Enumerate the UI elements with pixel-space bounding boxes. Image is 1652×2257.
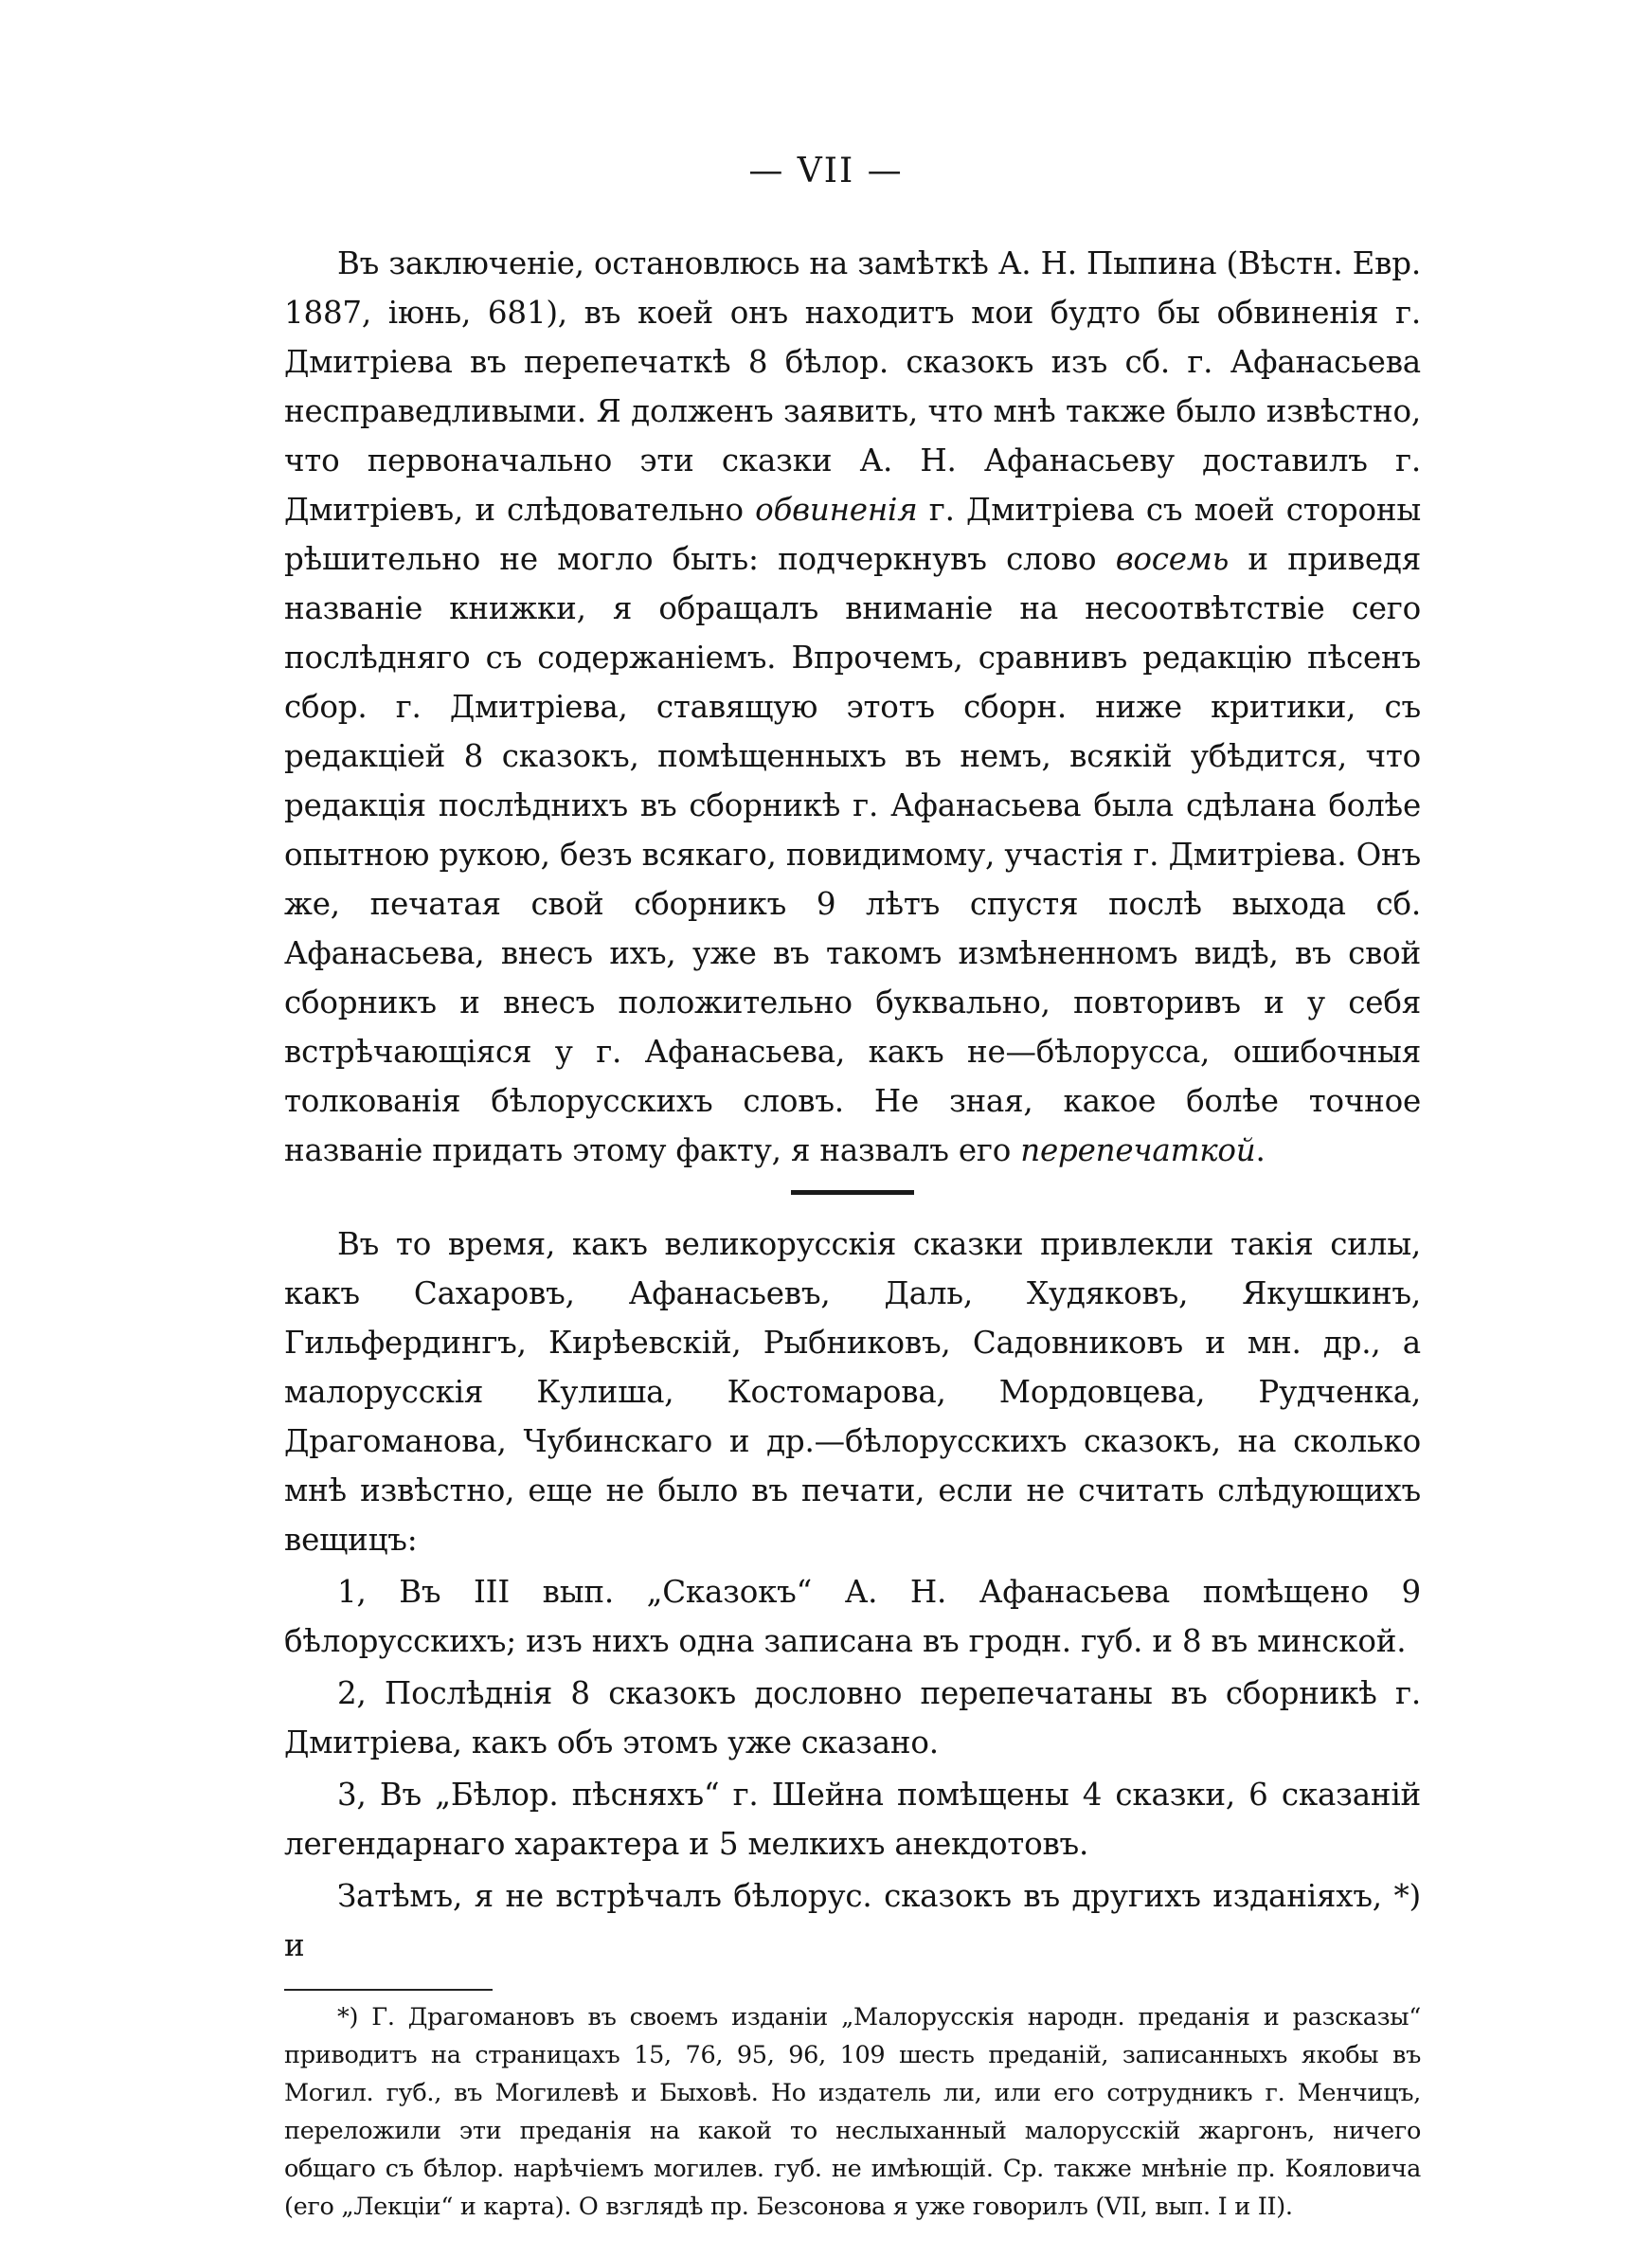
paragraph-1-text-c: и приведя названіе книжки, я обращалъ вниманіе на несоотвѣтствіе сего послѣдняго съ содержаніемъ. Впрочемъ, сравнивъ редакцію пѣсенъ сбор. г. Дмитріева, ставящую этотъ сборн. ниже критики, съ редакціей 8 сказокъ, помѣщенныхъ въ немъ, всякій убѣдится, что редакція послѣднихъ въ сборникѣ г. Афанасьева была сдѣлана болѣе опытною рукою, безъ всякаго, повидимому, участія г. Дмитріева. Онъ же, печатая свой сборникъ 9 лѣтъ спустя послѣ выхода сб. Афанасьева, внесъ ихъ, уже въ такомъ измѣненномъ видѣ, въ свой сборникъ и внесъ положительно буквально, повторивъ и у себя встрѣчающіяся у г. Афанасьева, какъ не—бѣлорусса, ошибочныя толкованія бѣлорусскихъ словъ. Не зная, какое болѣе точное названіе придать этому факту, я назвалъ его [284, 541, 1421, 1168]
footnote-rule [284, 1989, 493, 1991]
section-divider [791, 1190, 914, 1195]
paragraph-1-text-b: г. Дмитріева съ моей стороны рѣшительно не могло быть: подчеркнувъ слово [284, 492, 1421, 577]
paragraph-1-text-a: Въ заключеніе, остановлюсь на замѣткѣ А. Н. Пыпина (Вѣстн. Евр. 1887, іюнь, 681), въ коей онъ находитъ мои будто бы обвиненія г. Дмитріева въ перепечаткѣ 8 бѣлор. сказокъ изъ сб. г. Афанасьева несправедливыми. Я долженъ заявить, что мнѣ также было извѣстно, что первоначально эти сказки А. Н. Афанасьеву доставилъ г. Дмитріевъ, и слѣдовательно [284, 245, 1421, 528]
list-item-1: 1, Въ III вып. „Сказокъ“ А. Н. Афанасьева помѣщено 9 бѣлорусскихъ; изъ нихъ одна записана въ гродн. губ. и 8 въ минской. [284, 1574, 1421, 1659]
paragraph-3: Затѣмъ, я не встрѣчалъ бѣлорус. сказокъ въ другихъ изданіяхъ, *) и [284, 1878, 1421, 1963]
emphasis-perepechatkoy: перепечаткой [1020, 1132, 1256, 1168]
page-number: — VII — [748, 152, 904, 190]
list-item-3: 3, Въ „Бѣлор. пѣсняхъ“ г. Шейна помѣщены 4 сказки, 6 сказаній легендарнаго характера и 5 мелкихъ анекдотовъ. [284, 1777, 1421, 1862]
paragraph-1-text-d: . [1255, 1132, 1266, 1168]
footnote: *) Г. Драгомановъ въ своемъ изданіи „Малорусскія народн. преданія и разсказы“ приводитъ на страницахъ 15, 76, 95, 96, 109 шесть преданій, записанныхъ якобы въ Могил. губ., въ Могилевѣ и Быховѣ. Но издатель ли, или его сотрудникъ г. Менчицъ, переложили эти преданія на какой то неслыханный малорусскій жаргонъ, ничего общаго съ бѣлор. нарѣчіемъ могилев. губ. не имѣющій. Ср. также мнѣніе пр. Кояловича (его „Лекціи“ и карта). О взглядѣ пр. Безсонова я уже говорилъ (VII, вып. I и II). [284, 2003, 1421, 2221]
paragraph-1 [284, 239, 1421, 1175]
list-item-2: 2, Послѣднія 8 сказокъ дословно перепечатаны въ сборникѣ г. Дмитріева, какъ объ этомъ уже сказано. [284, 1675, 1421, 1760]
body-text [284, 239, 1421, 2226]
emphasis-vosem: восемь [1115, 541, 1230, 577]
emphasis-obvineniya: обвиненія [755, 492, 918, 528]
paragraph-2: Въ то время, какъ великорусскія сказки привлекли такія силы, какъ Сахаровъ, Афанасьевъ, Даль, Худяковъ, Якушкинъ, Гильфердингъ, Кирѣевскій, Рыбниковъ, Садовниковъ и мн. др., а малорусскія Кулиша, Костомарова, Мордовцева, Рудченка, Драгоманова, Чубинскаго и др.—бѣлорусскихъ сказокъ, на сколько мнѣ извѣстно, еще не было въ печати, если не считать слѣдующихъ вещицъ: [284, 1226, 1421, 1558]
